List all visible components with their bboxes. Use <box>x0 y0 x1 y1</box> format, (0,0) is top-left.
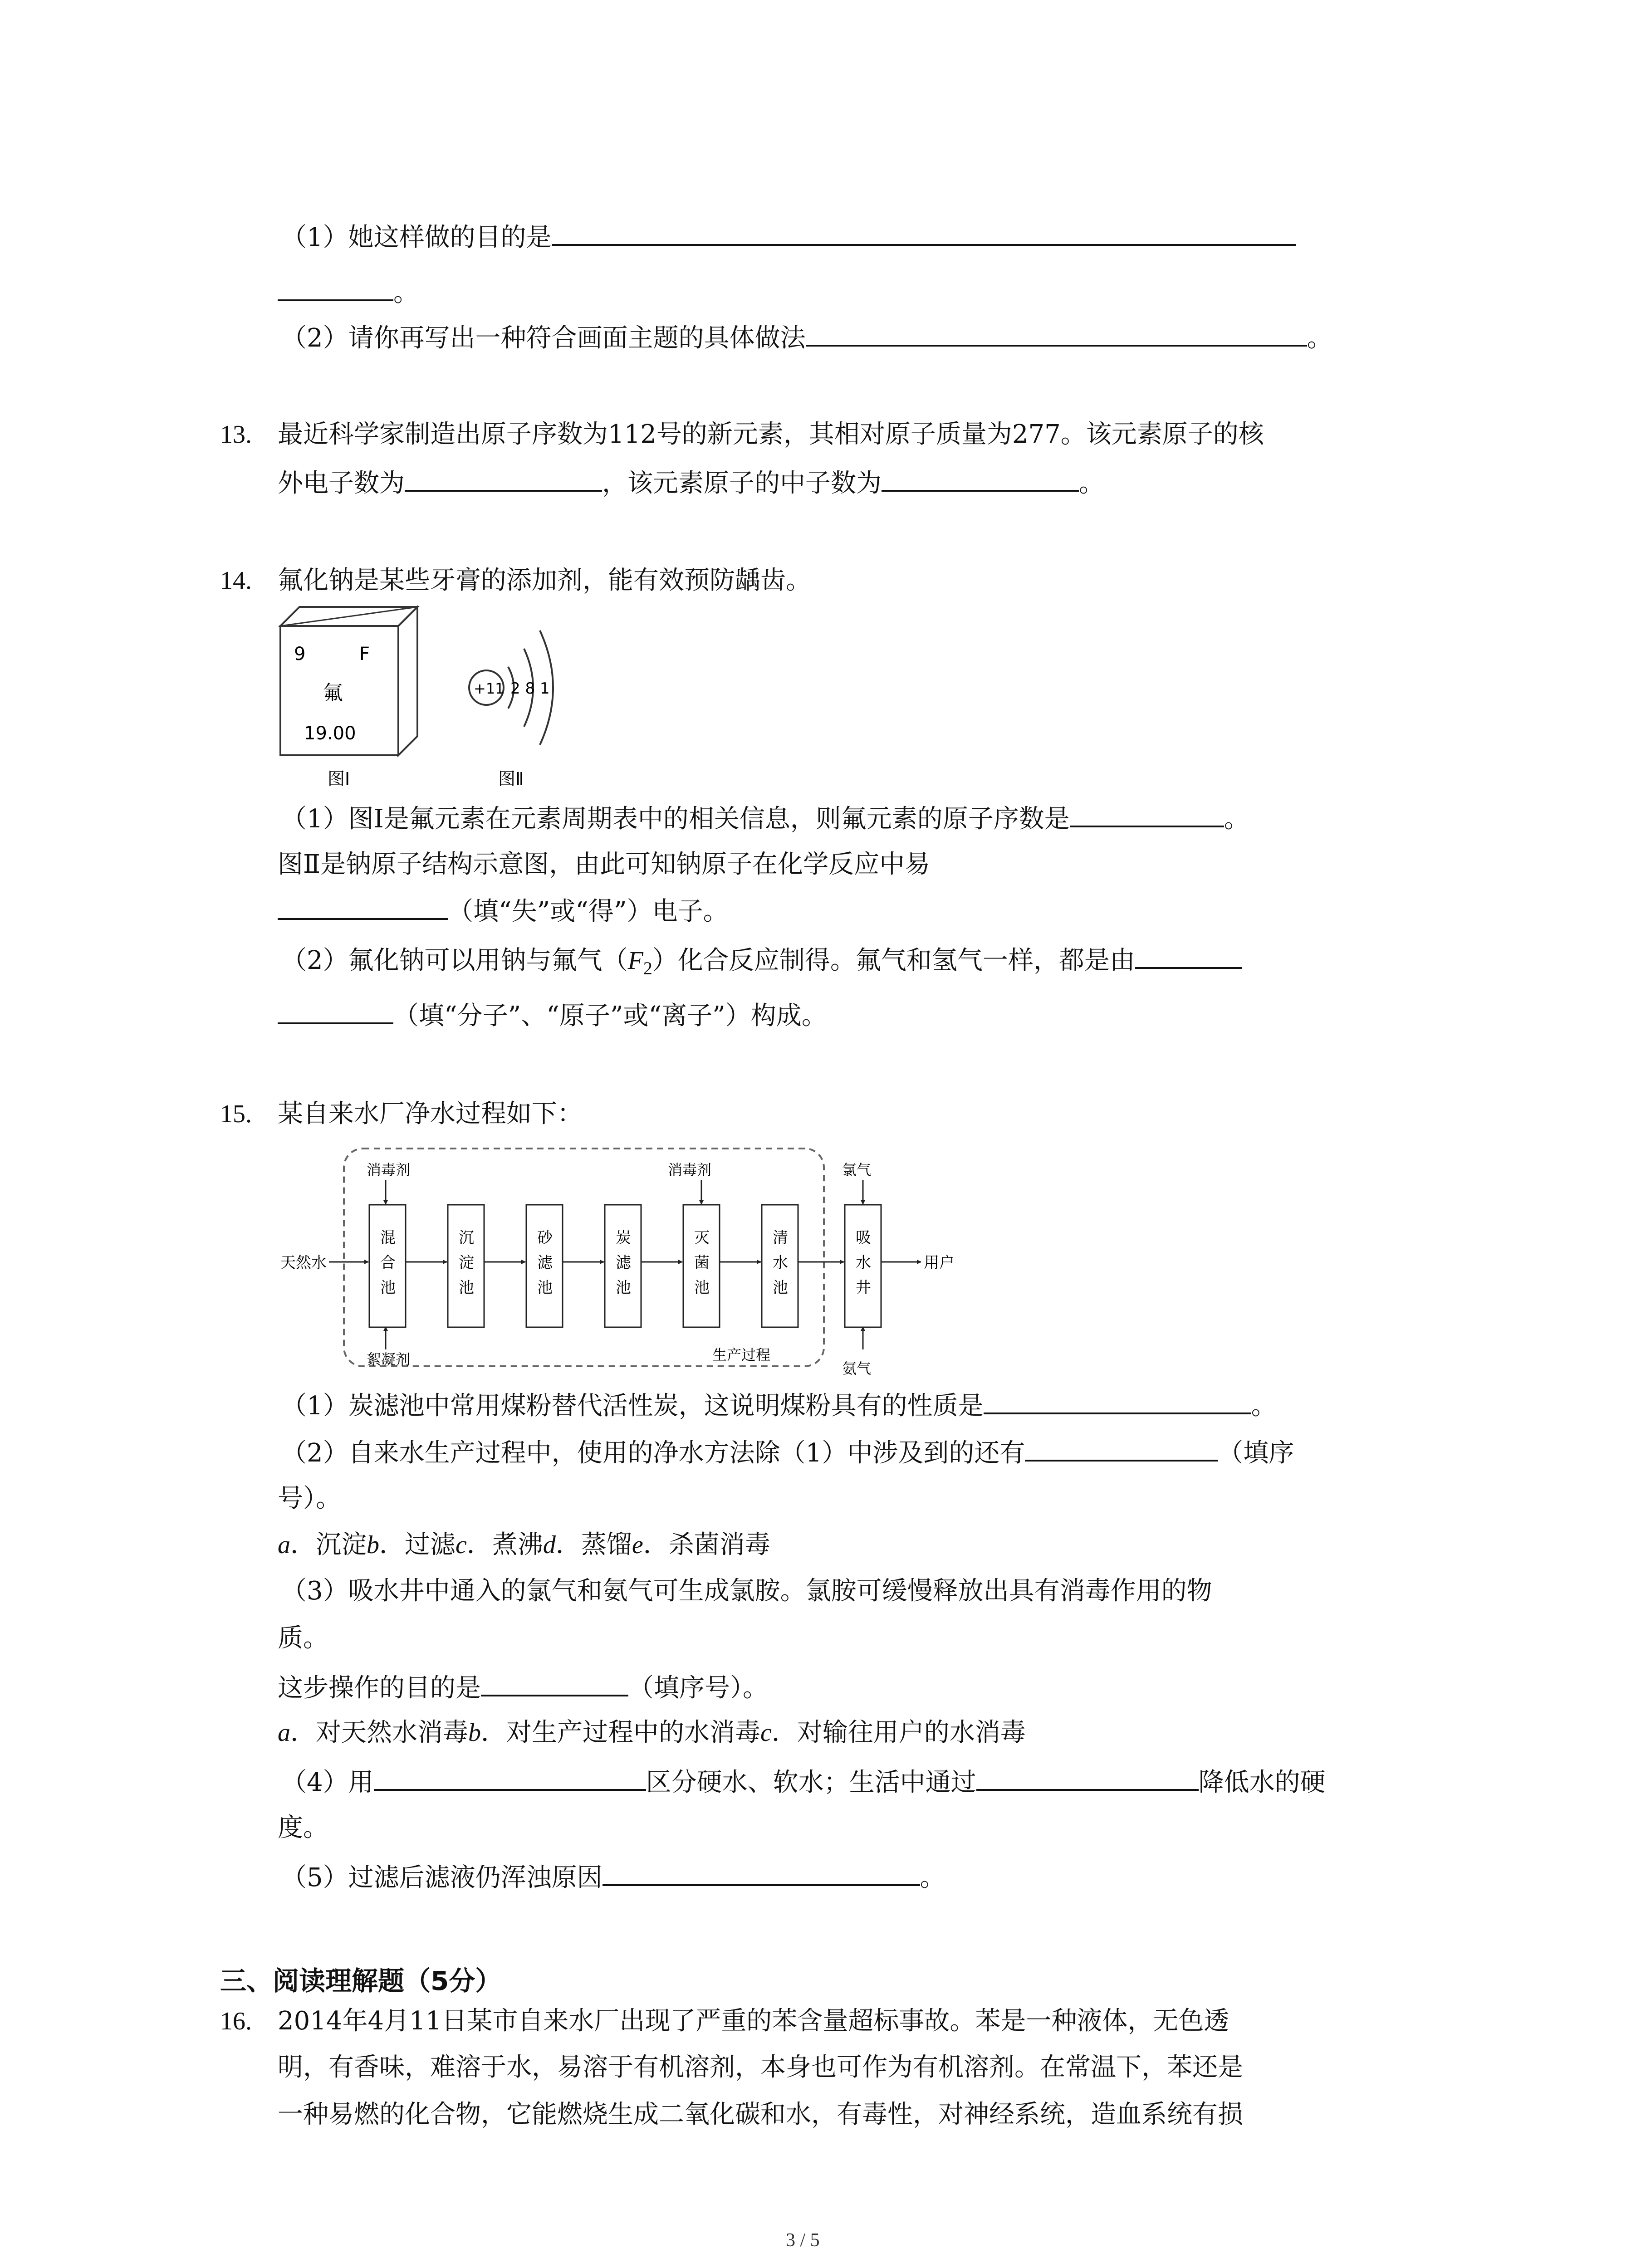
q12-part1-answer-blank[interactable] <box>552 220 1296 246</box>
q15-opt-e-letter: e <box>632 1531 643 1559</box>
tank-7-c1: 吸 <box>856 1229 871 1247</box>
q15-part1-text: （1）炭滤池中常用煤粉替代活性炭，这说明煤粉具有的性质是 <box>281 1391 984 1421</box>
q16-line2: 明，有香味，难溶于水，易溶于有机溶剂，本身也可作为有机溶剂。在常温下，苯还是 <box>278 2053 1243 2082</box>
q15-part4-text-c: 降低水的硬 <box>1198 1768 1326 1797</box>
bottom-additive: 絮凝剂 <box>367 1351 411 1368</box>
q12-part1 <box>281 220 1296 254</box>
q15-opt-a-text: ．沉淀 <box>290 1530 367 1559</box>
tank-5-c1: 灭 <box>694 1229 710 1247</box>
q15-part1-end: 。 <box>1251 1391 1277 1421</box>
tank-7-c2: 水 <box>856 1254 871 1272</box>
q15-number: 15. <box>220 1100 252 1128</box>
sodium-atom-diagram <box>469 631 553 745</box>
q15-p3-opt-b-text: ．对生产过程中的水消毒 <box>481 1718 760 1747</box>
production-boundary <box>344 1149 824 1366</box>
q15-part3-line1: （3）吸水井中通入的氯气和氨气可生成氯胺。氯胺可缓慢释放出具有消毒作用的物 <box>281 1576 1212 1606</box>
q15-stem: 某自来水厂净水过程如下： <box>278 1099 583 1129</box>
q15-part2-line2: 号）。 <box>278 1484 341 1513</box>
q12-part1-continuation <box>278 275 419 309</box>
tank-5 <box>683 1205 720 1327</box>
q15-opt-b-text: ．过滤 <box>379 1530 456 1559</box>
q14-part2-text-c: （填“分子”、“原子”或“离子”）构成。 <box>393 1001 827 1031</box>
tank-2-c1: 沉 <box>459 1229 474 1247</box>
q15-opt-a-letter: a <box>278 1531 290 1559</box>
q15-part5-text: （5）过滤后滤液仍浑浊原因 <box>281 1863 603 1892</box>
q12-part2-text: （2）请你再写出一种符合画面主题的具体做法 <box>281 323 806 353</box>
element-name: 氟 <box>323 681 343 704</box>
q15-part4-line1 <box>281 1765 1326 1799</box>
q15-opt-d-text: ．蒸馏 <box>555 1530 632 1559</box>
tank-1-c1: 混 <box>380 1229 396 1247</box>
q13-neutron-blank[interactable] <box>882 465 1079 492</box>
q12-part1-end: 。 <box>393 278 419 308</box>
q12-part2 <box>281 320 1332 355</box>
q15-p3-opt-a-letter: a <box>278 1719 290 1747</box>
q15-opt-b-letter: b <box>367 1531 379 1559</box>
q13-line1: 最近科学家制造出原子序数为112号的新元素，其相对原子质量为277。该元素原子的核 <box>278 420 1264 449</box>
q14-part1-line3-text: （填“失”或“得”）电子。 <box>448 897 729 926</box>
figure-2-caption: 图Ⅱ <box>498 769 524 789</box>
q15-p3-opt-b-letter: b <box>468 1719 481 1747</box>
q14-gain-lose-blank[interactable] <box>278 894 448 920</box>
q15-part3-line2: 质。 <box>278 1623 328 1653</box>
tank-5-c2: 菌 <box>694 1254 710 1272</box>
water-treatment-diagram <box>272 1143 962 1379</box>
page-number: 3 / 5 <box>786 2230 820 2251</box>
q14-atomic-number-blank[interactable] <box>1070 801 1224 827</box>
output-label: 用户 <box>924 1254 955 1272</box>
q15-opt-c-text: ．煮沸 <box>466 1530 543 1559</box>
q15-p3-opt-c-text: ．对输往用户的水消毒 <box>771 1718 1026 1747</box>
element-number: 9 <box>294 644 306 665</box>
q12-part1-text: （1）她这样做的目的是 <box>281 223 552 252</box>
tank-3-c2: 滤 <box>537 1254 553 1272</box>
q15-part5 <box>281 1860 945 1894</box>
tank-2 <box>448 1205 484 1327</box>
q15-part2-blank[interactable] <box>1025 1435 1218 1461</box>
q16-number: 16. <box>220 2007 252 2035</box>
q15-part1 <box>281 1388 1277 1422</box>
tank-3-c1: 砂 <box>537 1229 553 1247</box>
tank-4-c3: 池 <box>616 1279 631 1297</box>
q14-part1-text: （1）图Ⅰ是氟元素在元素周期表中的相关信息，则氟元素的原子序数是 <box>281 804 1070 834</box>
q14-part1-line3 <box>278 894 729 928</box>
q14-part2-line1 <box>281 943 1242 985</box>
q14-part1-end: 。 <box>1224 804 1249 834</box>
tank-6 <box>762 1205 798 1327</box>
q15-part4-blank-2[interactable] <box>976 1765 1199 1791</box>
q15-part5-blank[interactable] <box>603 1860 920 1886</box>
chlorine-label: 氯气 <box>842 1161 872 1178</box>
element-mass: 19.00 <box>304 723 356 744</box>
tank-4-c1: 炭 <box>616 1229 631 1247</box>
q15-part3-options <box>278 1716 1026 1749</box>
q14-formula-subscript: 2 <box>643 958 652 979</box>
q14-part1-line2: 图Ⅱ是钠原子结构示意图，由此可知钠原子在化学反应中易 <box>278 850 931 879</box>
q15-part2-text: （2）自来水生产过程中，使用的净水方法除（1）中涉及到的还有 <box>281 1438 1025 1468</box>
tank-2-c3: 池 <box>459 1279 474 1297</box>
q14-part2-text-b: ）化合反应制得。氟气和氢气一样，都是由 <box>652 946 1135 975</box>
q13-line2-text-b: ，该元素原子的中子数为 <box>602 469 882 498</box>
tank-5-c3: 池 <box>694 1279 710 1297</box>
input-label: 天然水 <box>280 1254 327 1272</box>
q13-number: 13. <box>220 420 252 449</box>
top-additive-1: 消毒剂 <box>367 1161 411 1178</box>
ammonia-label: 氨气 <box>842 1360 872 1377</box>
q15-part3-blank[interactable] <box>481 1670 628 1696</box>
q16-line1: 2014年4月11日某市自来水厂出现了严重的苯含量超标事故。苯是一种液体，无色透 <box>278 2006 1230 2036</box>
q13-electron-blank[interactable] <box>405 465 602 492</box>
q14-number: 14. <box>220 567 252 595</box>
q14-figures <box>272 599 617 798</box>
q15-part1-blank[interactable] <box>984 1388 1251 1414</box>
q12-part2-answer-blank[interactable] <box>806 320 1307 347</box>
q14-part2-text-a: （2）氟化钠可以用钠与氟气（ <box>281 946 628 975</box>
q15-part5-end: 。 <box>920 1863 945 1892</box>
section-3-heading: 三、阅读理解题（5分） <box>220 1965 502 1996</box>
q14-formula-f: F <box>627 947 643 975</box>
tank-1 <box>369 1205 406 1327</box>
q13-line2-text-a: 外电子数为 <box>278 469 405 498</box>
q15-opt-c-letter: c <box>456 1531 467 1559</box>
q14-part2-line2 <box>278 998 827 1032</box>
q15-part3-line3 <box>278 1670 768 1705</box>
q15-part4-blank-1[interactable] <box>374 1765 646 1791</box>
q15-part3-text: 这步操作的目的是 <box>278 1673 481 1703</box>
q12-part2-end: 。 <box>1307 323 1332 353</box>
tank-3-c3: 池 <box>537 1279 553 1297</box>
top-additive-2: 消毒剂 <box>668 1161 712 1178</box>
q15-p3-opt-a-text: ．对天然水消毒 <box>290 1718 468 1747</box>
process-label: 生产过程 <box>712 1346 771 1364</box>
tank-1-c2: 合 <box>380 1254 396 1272</box>
q14-particle-blank-2[interactable] <box>278 998 393 1024</box>
tank-1-c3: 池 <box>380 1279 396 1297</box>
q14-part1-line1 <box>281 801 1249 836</box>
q15-part4-text-b: 区分硬水、软水；生活中通过 <box>646 1768 976 1797</box>
tank-3 <box>526 1205 563 1327</box>
q14-particle-blank[interactable] <box>1135 943 1242 969</box>
q13-line2 <box>278 465 1104 500</box>
q15-part4-line2: 度。 <box>278 1813 328 1843</box>
q15-part2-text-end: （填序 <box>1218 1438 1294 1468</box>
q14-stem: 氟化钠是某些牙膏的添加剂，能有效预防龋齿。 <box>278 566 811 595</box>
q12-part1-answer-blank-2[interactable] <box>278 275 393 301</box>
element-symbol: F <box>359 644 370 665</box>
tank-4 <box>605 1205 641 1327</box>
fluorine-element-cube <box>280 607 417 755</box>
q16-line3: 一种易燃的化合物，它能燃烧生成二氧化碳和水，有毒性，对神经系统，造血系统有损 <box>278 2100 1243 2129</box>
tank-6-c2: 水 <box>773 1254 788 1272</box>
nucleus-charge: +11 <box>474 680 505 697</box>
q15-part4-text-a: （4）用 <box>281 1768 374 1797</box>
q13-line2-end: 。 <box>1079 469 1104 498</box>
tank-6-c3: 池 <box>773 1279 788 1297</box>
electron-shells: 2 8 1 <box>510 679 550 698</box>
q15-p3-opt-c-letter: c <box>760 1719 772 1747</box>
tank-4-c2: 滤 <box>616 1254 631 1272</box>
q15-opt-d-letter: d <box>543 1531 556 1559</box>
q15-part2-options <box>278 1529 770 1561</box>
figure-1-caption: 图Ⅰ <box>328 769 350 789</box>
tank-6-c1: 清 <box>773 1229 788 1247</box>
tank-7 <box>845 1205 881 1327</box>
tank-2-c2: 淀 <box>459 1254 474 1272</box>
q15-part3-text-end: （填序号）。 <box>628 1673 768 1703</box>
tank-7-c3: 井 <box>856 1279 871 1297</box>
q15-part2-line1 <box>281 1435 1294 1470</box>
q15-opt-e-text: ．杀菌消毒 <box>643 1530 770 1559</box>
